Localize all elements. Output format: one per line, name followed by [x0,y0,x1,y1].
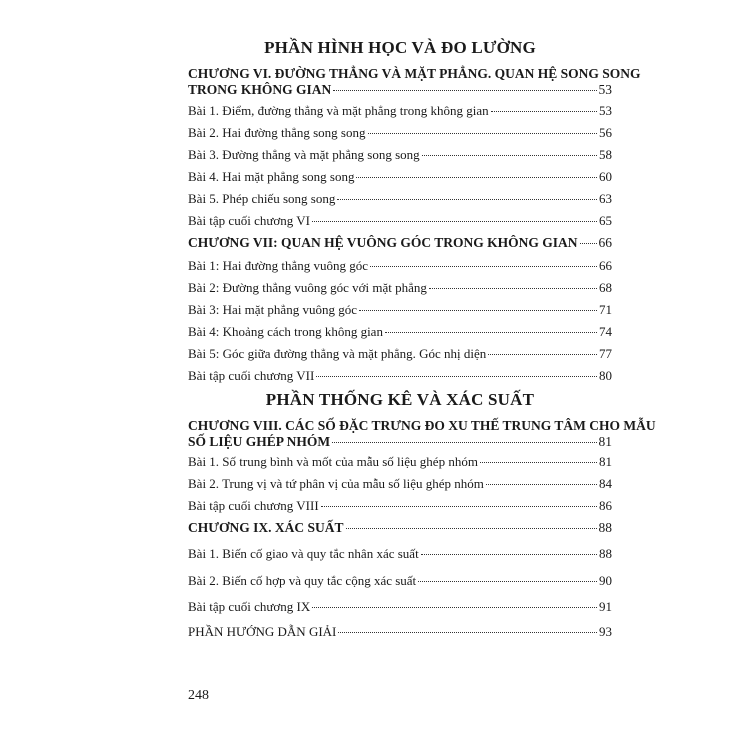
leader-dots [421,554,597,555]
toc-entry-title: Bài tập cuối chương VIII [188,498,319,513]
toc-entry-7-review [188,368,612,384]
chapter-8-page: 81 [598,434,612,449]
toc-entry-7-4 [188,324,612,340]
chapter-6-title-line2: TRONG KHÔNG GIAN [188,82,332,97]
leader-dots [333,90,596,91]
toc-entry-title: Bài 1. Số trung bình và mốt của mẫu số liệu ghép nhóm [188,454,478,469]
toc-entry-6-review [188,213,612,229]
toc-entry-page: 58 [599,147,612,162]
toc-entry-6-2 [188,125,612,141]
leader-dots [316,376,597,377]
leader-dots [321,506,597,507]
section-title-statistics: PHẦN THỐNG KÊ VÀ XÁC SUẤT [265,390,535,409]
toc-entry-page: 60 [599,169,612,184]
toc-entry-title: Bài 2. Trung vị và tứ phân vị của mẫu số liệu ghép nhóm [188,476,484,491]
toc-entry-page: 91 [599,599,612,614]
toc-entry-title: Bài 3. Đường thẳng và mặt phẳng song song [188,147,420,162]
chapter-7-heading [188,235,612,251]
leader-dots [422,155,597,156]
chapter-8-title-line2: SỐ LIỆU GHÉP NHÓM [188,434,331,449]
toc-entry-page: 56 [599,125,612,140]
toc-entry-title: Bài 2: Đường thẳng vuông góc với mặt phẳng [188,280,427,295]
answers-page: 93 [599,624,612,639]
leader-dots [338,632,597,633]
toc-entry-6-3 [188,147,612,163]
leader-dots [429,288,597,289]
toc-entry-6-1 [188,103,612,119]
toc-entry-title: Bài tập cuối chương VI [188,213,310,228]
toc-entry-title: Bài tập cuối chương VII [188,368,315,383]
toc-entry-title: Bài 2. Biến cố hợp và quy tắc cộng xác suất [188,573,417,588]
leader-dots [491,111,597,112]
leader-dots [312,221,597,222]
toc-entry-title: Bài 1. Điểm, đường thẳng và mặt phẳng trong không gian [188,103,489,118]
toc-entry-page: 88 [599,546,612,561]
leader-dots [580,243,597,244]
leader-dots [332,442,596,443]
leader-dots [312,607,597,608]
toc-entry-page: 71 [599,302,612,317]
toc-entry-answers [188,624,612,640]
toc-entry-title: Bài 3: Hai mặt phẳng vuông góc [188,302,357,317]
toc-entry-page: 66 [599,258,612,273]
toc-entry-title: Bài 4: Khoảng cách trong không gian [188,324,383,339]
toc-entry-page: 63 [599,191,612,206]
leader-dots [346,528,597,529]
toc-entry-7-3 [188,302,612,318]
toc-entry-page: 84 [599,476,612,491]
toc-entry-page: 74 [599,324,612,339]
page-number: 248 [188,688,209,703]
toc-entry-title: Bài 5. Phép chiếu song song [188,191,336,206]
toc-entry-8-2 [188,476,612,492]
toc-entry-page: 77 [599,346,612,361]
toc-entry-8-1 [188,454,612,470]
toc-entry-page: 80 [599,368,612,383]
toc-entry-page: 86 [599,498,612,513]
toc-entry-title: Bài 1. Biến cố giao và quy tắc nhân xác suất [188,546,419,561]
leader-dots [486,484,597,485]
toc-entry-6-5 [188,191,612,207]
toc-entry-title: Bài 1: Hai đường thẳng vuông góc [188,258,369,273]
toc-entry-page: 53 [599,103,612,118]
chapter-6-title-line1: CHƯƠNG VI. ĐƯỜNG THẲNG VÀ MẶT PHẲNG. QUAN HỆ SONG SONG [188,66,641,81]
leader-dots [480,462,597,463]
leader-dots [337,199,597,200]
leader-dots [359,310,597,311]
toc-entry-page: 65 [599,213,612,228]
toc-entry-7-5 [188,346,612,362]
toc-entry-page: 68 [599,280,612,295]
toc-entry-7-2 [188,280,612,296]
toc-entry-6-4 [188,169,612,185]
toc-entry-title: Bài 4. Hai mặt phẳng song song [188,169,355,184]
toc-entry-title: Bài tập cuối chương IX [188,599,311,614]
answers-title: PHẦN HƯỚNG DẪN GIẢI [188,624,337,639]
chapter-9-page: 88 [598,520,612,535]
chapter-6-heading [188,66,641,98]
leader-dots [488,354,597,355]
toc-entry-9-2 [188,573,612,589]
toc-entry-title: Bài 5: Góc giữa đường thẳng và mặt phẳng. Góc nhị diện [188,346,487,361]
leader-dots [368,133,598,134]
chapter-7-title: CHƯƠNG VII: QUAN HỆ VUÔNG GÓC TRONG KHÔNG GIAN [188,235,578,250]
leader-dots [418,581,597,582]
chapter-8-heading [188,418,656,450]
chapter-9-title: CHƯƠNG IX. XÁC SUẤT [188,520,344,535]
toc-entry-8-review [188,498,612,514]
chapter-7-page: 66 [598,235,612,250]
toc-entry-page: 90 [599,573,612,588]
leader-dots [370,266,597,267]
toc-entry-page: 81 [599,454,612,469]
toc-entry-9-1 [188,546,612,562]
chapter-9-heading [188,520,612,536]
toc-entry-title: Bài 2. Hai đường thẳng song song [188,125,366,140]
chapter-6-page: 53 [598,82,612,97]
chapter-8-title-line1: CHƯƠNG VIII. CÁC SỐ ĐẶC TRƯNG ĐO XU THẾ TRUNG TÂM CHO MẪU [188,418,656,433]
toc-entry-7-1 [188,258,612,274]
leader-dots [356,177,597,178]
section-title-geometry: PHẦN HÌNH HỌC VÀ ĐO LƯỜNG [264,38,536,57]
leader-dots [385,332,597,333]
toc-entry-9-review [188,599,612,615]
